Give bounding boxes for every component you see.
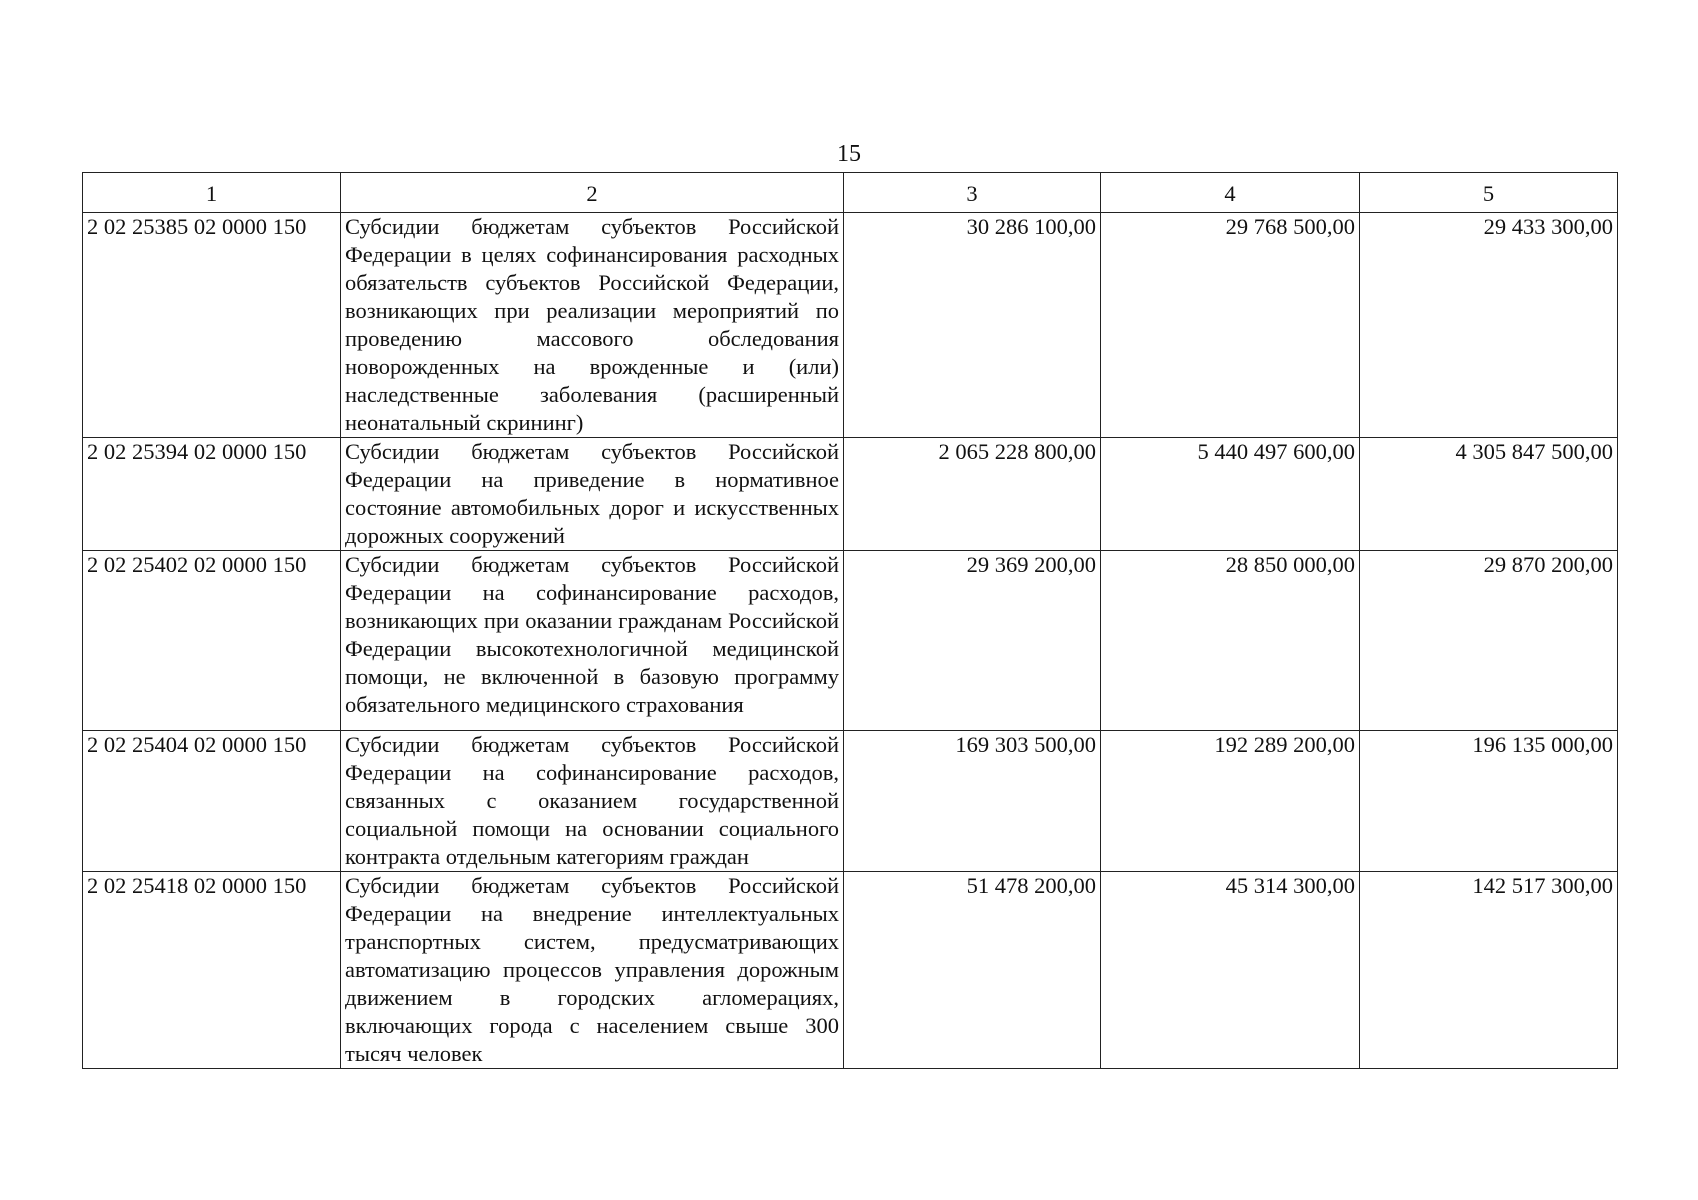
amount-col4-cell: 29 768 500,00 bbox=[1101, 213, 1360, 438]
table-row bbox=[83, 438, 1618, 551]
budget-table bbox=[82, 172, 1618, 1069]
description-cell: Субсидии бюджетам субъектов Российской Федерации на внедрение интеллектуальных транспортных систем, предусматривающих автоматизацию процессов управления дорожным движением в городских агломерациях, включающих города с населением свыше 300 тысяч человек bbox=[341, 872, 844, 1069]
budget-code-cell: 2 02 25418 02 0000 150 bbox=[83, 872, 341, 1069]
amount-col3-cell: 29 369 200,00 bbox=[844, 551, 1101, 731]
description-cell: Субсидии бюджетам субъектов Российской Федерации в целях софинансирования расходных обязательств субъектов Российской Федерации, возникающих при реализации мероприятий по проведению массового обследования новорожденных на врожденные и (или) наследственные заболевания (расширенный неонатальный скрининг) bbox=[341, 213, 844, 438]
amount-col4-cell: 45 314 300,00 bbox=[1101, 872, 1360, 1069]
description-cell: Субсидии бюджетам субъектов Российской Федерации на приведение в нормативное состояние автомобильных дорог и искусственных дорожных сооружений bbox=[341, 438, 844, 551]
page-number: 15 bbox=[837, 141, 861, 167]
table-row bbox=[83, 731, 1618, 872]
budget-code-cell: 2 02 25402 02 0000 150 bbox=[83, 551, 341, 731]
description-cell: Субсидии бюджетам субъектов Российской Федерации на софинансирование расходов, возникающих при оказании гражданам Российской Федерации высокотехнологичной медицинской помощи, не включенной в базовую программу обязательного медицинского страхования bbox=[341, 551, 844, 731]
column-header-4: 4 bbox=[1101, 173, 1360, 213]
amount-col5-cell: 196 135 000,00 bbox=[1360, 731, 1618, 872]
amount-col5-cell: 4 305 847 500,00 bbox=[1360, 438, 1618, 551]
amount-col3-cell: 51 478 200,00 bbox=[844, 872, 1101, 1069]
header-row bbox=[83, 173, 1618, 213]
amount-col5-cell: 29 870 200,00 bbox=[1360, 551, 1618, 731]
amount-col3-cell: 2 065 228 800,00 bbox=[844, 438, 1101, 551]
amount-col5-cell: 142 517 300,00 bbox=[1360, 872, 1618, 1069]
amount-col4-cell: 5 440 497 600,00 bbox=[1101, 438, 1360, 551]
table-row bbox=[83, 213, 1618, 438]
amount-col3-cell: 169 303 500,00 bbox=[844, 731, 1101, 872]
table-row bbox=[83, 551, 1618, 731]
budget-code-cell: 2 02 25404 02 0000 150 bbox=[83, 731, 341, 872]
column-header-1: 1 bbox=[83, 173, 341, 213]
column-header-3: 3 bbox=[844, 173, 1101, 213]
amount-col3-cell: 30 286 100,00 bbox=[844, 213, 1101, 438]
amount-col5-cell: 29 433 300,00 bbox=[1360, 213, 1618, 438]
budget-code-cell: 2 02 25394 02 0000 150 bbox=[83, 438, 341, 551]
amount-col4-cell: 28 850 000,00 bbox=[1101, 551, 1360, 731]
table-row bbox=[83, 872, 1618, 1069]
budget-code-cell: 2 02 25385 02 0000 150 bbox=[83, 213, 341, 438]
column-header-5: 5 bbox=[1360, 173, 1618, 213]
amount-col4-cell: 192 289 200,00 bbox=[1101, 731, 1360, 872]
description-cell: Субсидии бюджетам субъектов Российской Федерации на софинансирование расходов, связанных с оказанием государственной социальной помощи на основании социального контракта отдельным категориям граждан bbox=[341, 731, 844, 872]
column-header-2: 2 bbox=[341, 173, 844, 213]
